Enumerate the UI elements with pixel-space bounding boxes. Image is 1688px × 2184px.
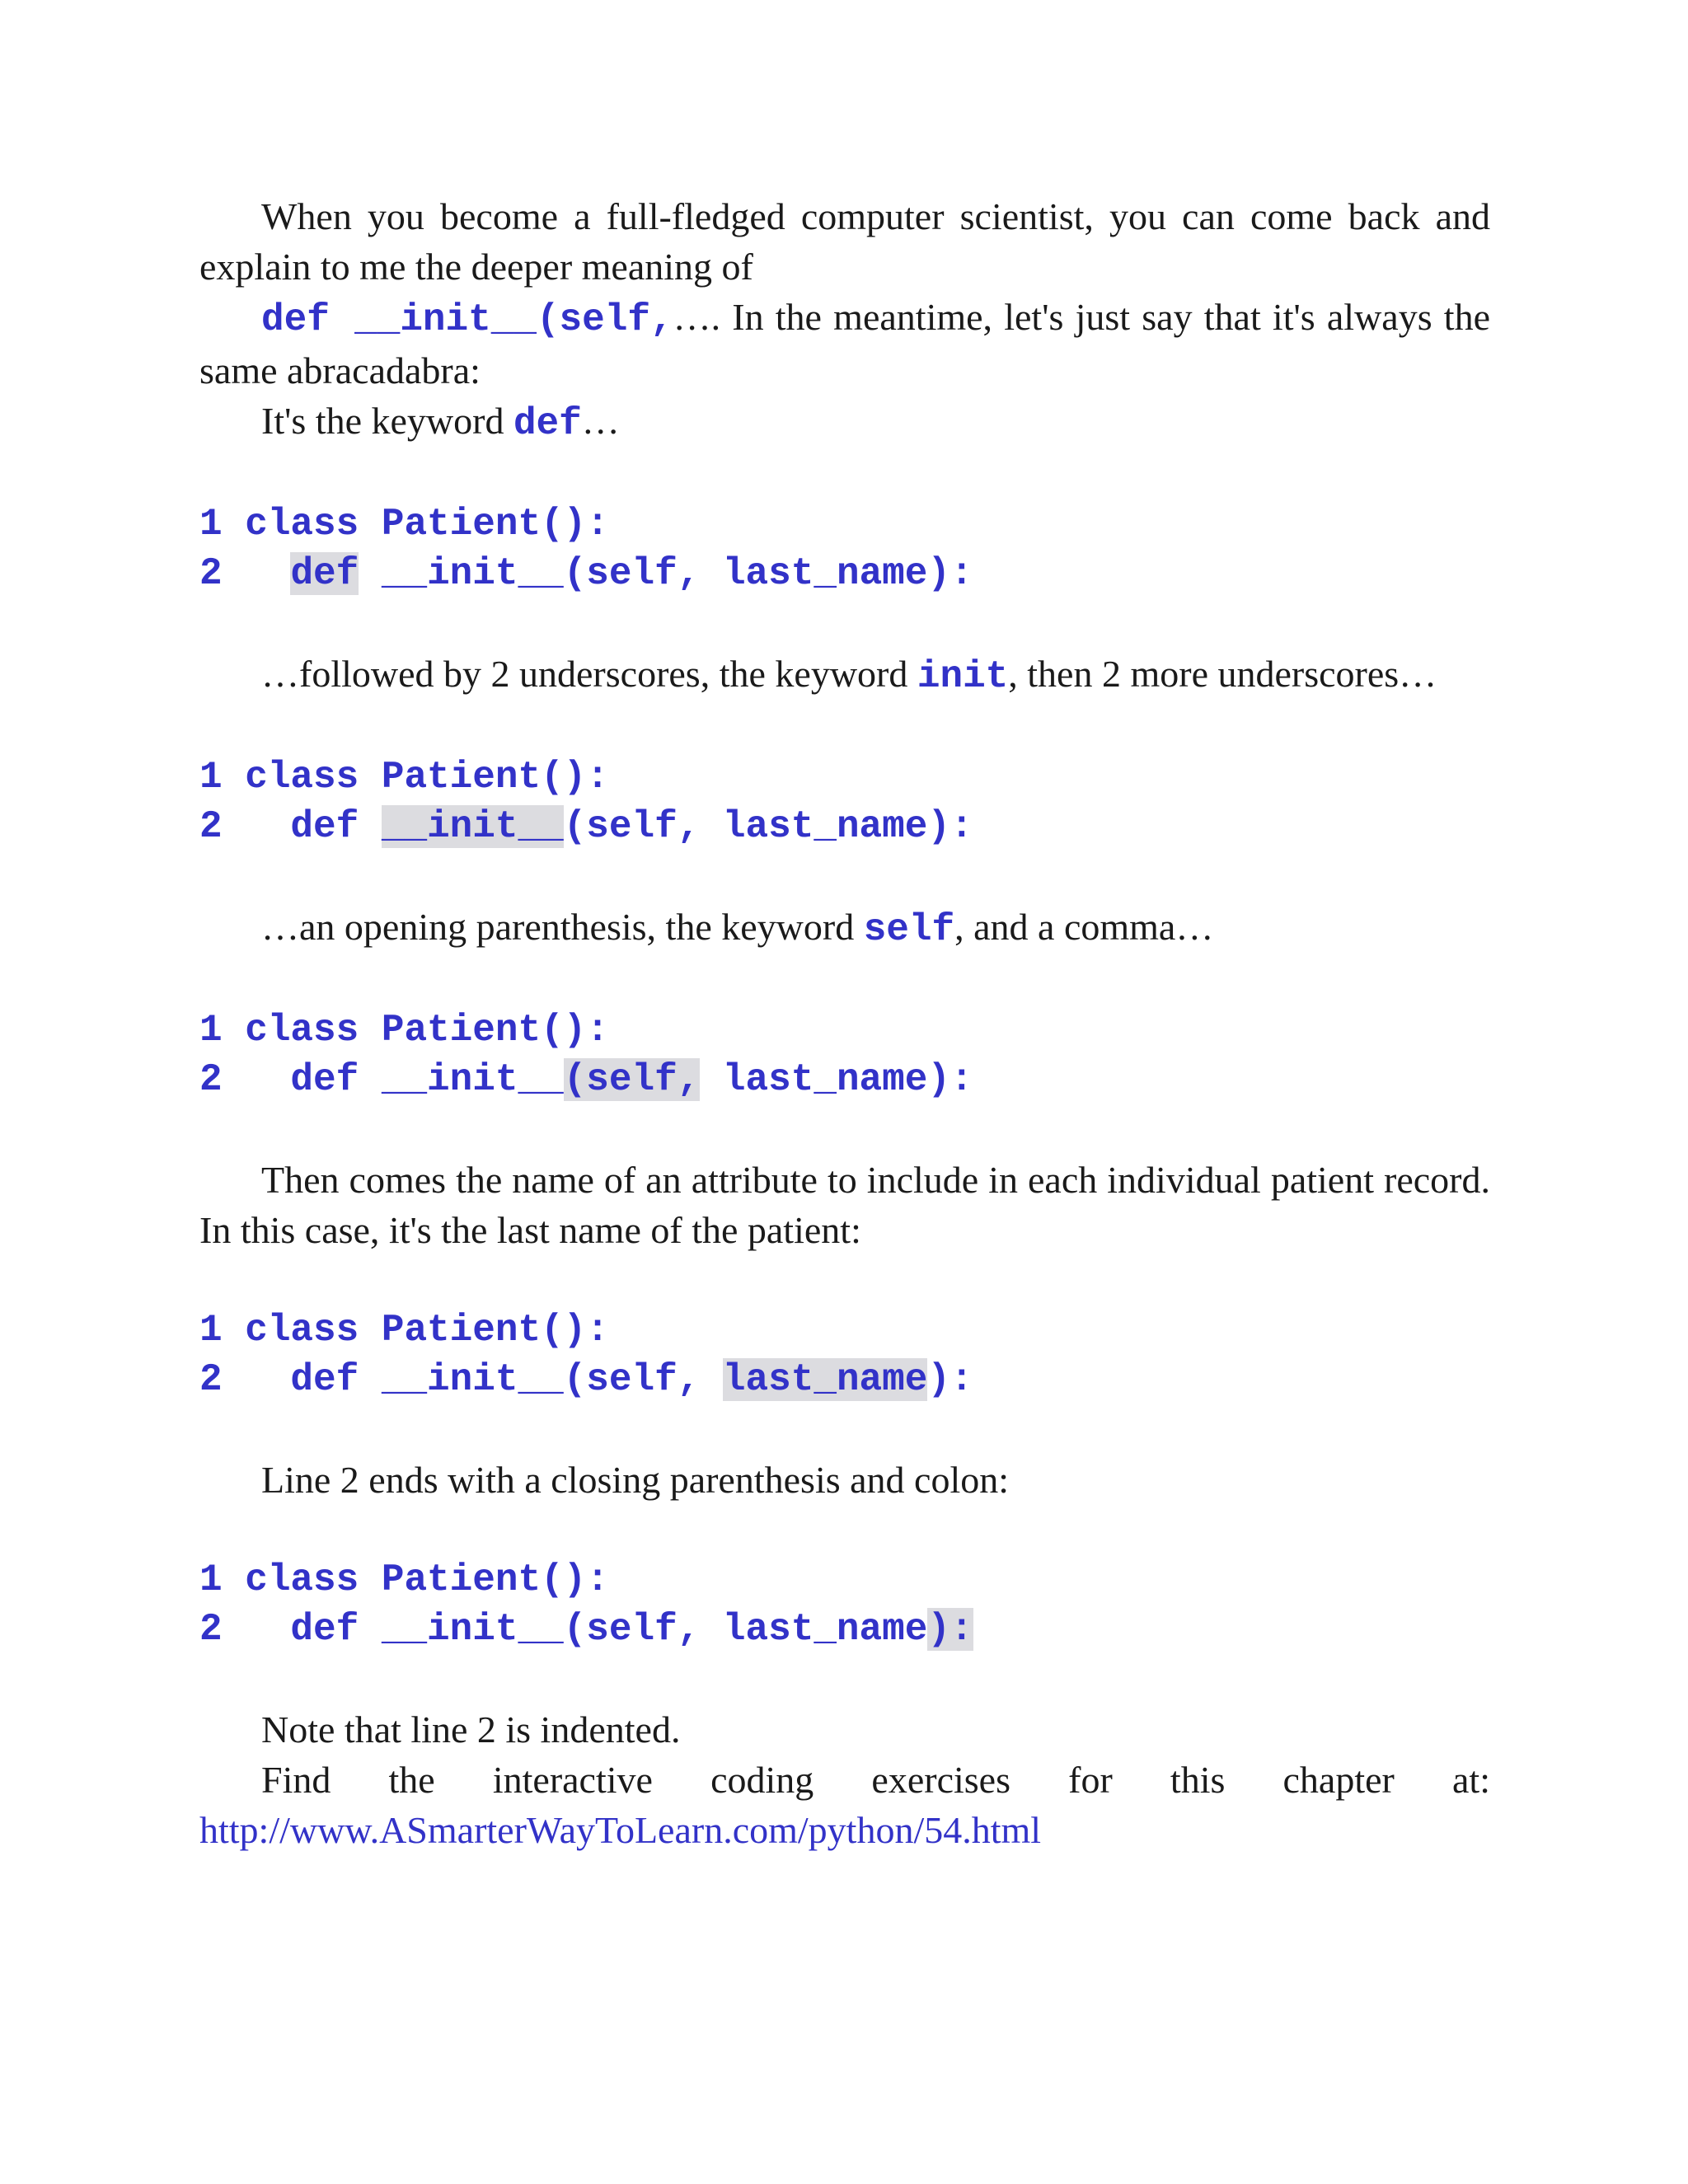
code-block-2 [199, 752, 1490, 851]
line-number: 1 [199, 756, 223, 799]
line-number: 1 [199, 503, 223, 546]
code-line-1 [199, 1555, 1490, 1605]
keyword-def-code: def [513, 402, 582, 445]
self-paragraph [199, 902, 1490, 955]
intro-text-1: When you become a full-fledged computer scientist, you can come back and explain to me the deeper meaning of [199, 195, 1490, 288]
code-line-2 [199, 1055, 1490, 1104]
intro-text-2: …. In the meantime, let's just say that it's always the same abracadabra: [199, 296, 1490, 391]
code-line-1 [199, 1305, 1490, 1355]
keyword-def-suffix: … [581, 400, 620, 442]
line-number: 1 [199, 1309, 223, 1352]
line-number: 1 [199, 1558, 223, 1601]
closing-paragraph: Line 2 ends with a closing parenthesis and colon: [261, 1459, 1010, 1501]
code-block-3 [199, 1005, 1490, 1104]
code-line-1 [199, 1005, 1490, 1055]
line-number: 2 [199, 1058, 223, 1101]
code-text: class Patient(): [245, 1309, 609, 1352]
code-text-pre: def __init__ [245, 1058, 564, 1101]
code-highlight: def [290, 552, 359, 595]
code-block-5 [199, 1555, 1490, 1654]
exercises-paragraph: Find the interactive coding exercises for this chapter at: [261, 1759, 1490, 1801]
code-text-post: ): [927, 1358, 973, 1401]
code-text-pre: def [245, 805, 382, 848]
code-line-2 [199, 802, 1490, 851]
exercises-link[interactable]: http://www.ASmarterWayToLearn.com/python/54.html [199, 1809, 1042, 1851]
intro-paragraph [199, 191, 1490, 292]
code-text: class Patient(): [245, 1558, 609, 1601]
code-highlight: ): [927, 1608, 973, 1651]
line-number: 2 [199, 552, 223, 595]
code-text-post: last_name): [700, 1058, 973, 1101]
code-line-2 [199, 1605, 1490, 1654]
code-highlight: last_name [722, 1358, 928, 1401]
code-text-pre: def __init__(self, last_name [245, 1608, 928, 1651]
line-number: 2 [199, 1608, 223, 1651]
code-text-pre: def __init__(self, [245, 1358, 723, 1401]
line-number: 2 [199, 1358, 223, 1401]
self-suffix: , and a comma… [954, 906, 1214, 948]
page-content [199, 191, 1490, 1855]
code-highlight: (self, [563, 1058, 701, 1101]
underscores-keyword: init [917, 655, 1009, 698]
code-text: class Patient(): [245, 503, 609, 546]
code-block-1 [199, 499, 1490, 598]
underscores-prefix: …followed by 2 underscores, the keyword [261, 653, 917, 695]
code-text-post: (self, last_name): [563, 805, 973, 848]
line-number: 2 [199, 805, 223, 848]
attribute-paragraph: Then comes the name of an attribute to include in each individual patient record. In this case, it's the last name of the patient: [199, 1159, 1490, 1251]
code-text-pre [245, 552, 290, 595]
self-keyword: self [863, 908, 955, 951]
code-text-post: __init__(self, last_name): [359, 552, 973, 595]
code-line-1 [199, 752, 1490, 802]
indent-note-paragraph: Note that line 2 is indented. [261, 1708, 681, 1750]
code-text: class Patient(): [245, 1009, 609, 1052]
code-line-1 [199, 499, 1490, 549]
intro-paragraph-continued [199, 292, 1490, 396]
underscores-paragraph [199, 649, 1490, 702]
exercises-link-paragraph [199, 1805, 1490, 1855]
code-text: class Patient(): [245, 756, 609, 799]
underscores-suffix: , then 2 more underscores… [1008, 653, 1437, 695]
code-line-2 [199, 549, 1490, 598]
line-number: 1 [199, 1009, 223, 1052]
intro-inline-code: def __init__(self, [261, 298, 673, 341]
keyword-def-paragraph [199, 396, 1490, 449]
code-highlight: __init__ [381, 805, 564, 848]
self-prefix: …an opening parenthesis, the keyword [261, 906, 864, 948]
code-line-2 [199, 1355, 1490, 1404]
keyword-def-prefix: It's the keyword [261, 400, 513, 442]
code-block-4 [199, 1305, 1490, 1404]
